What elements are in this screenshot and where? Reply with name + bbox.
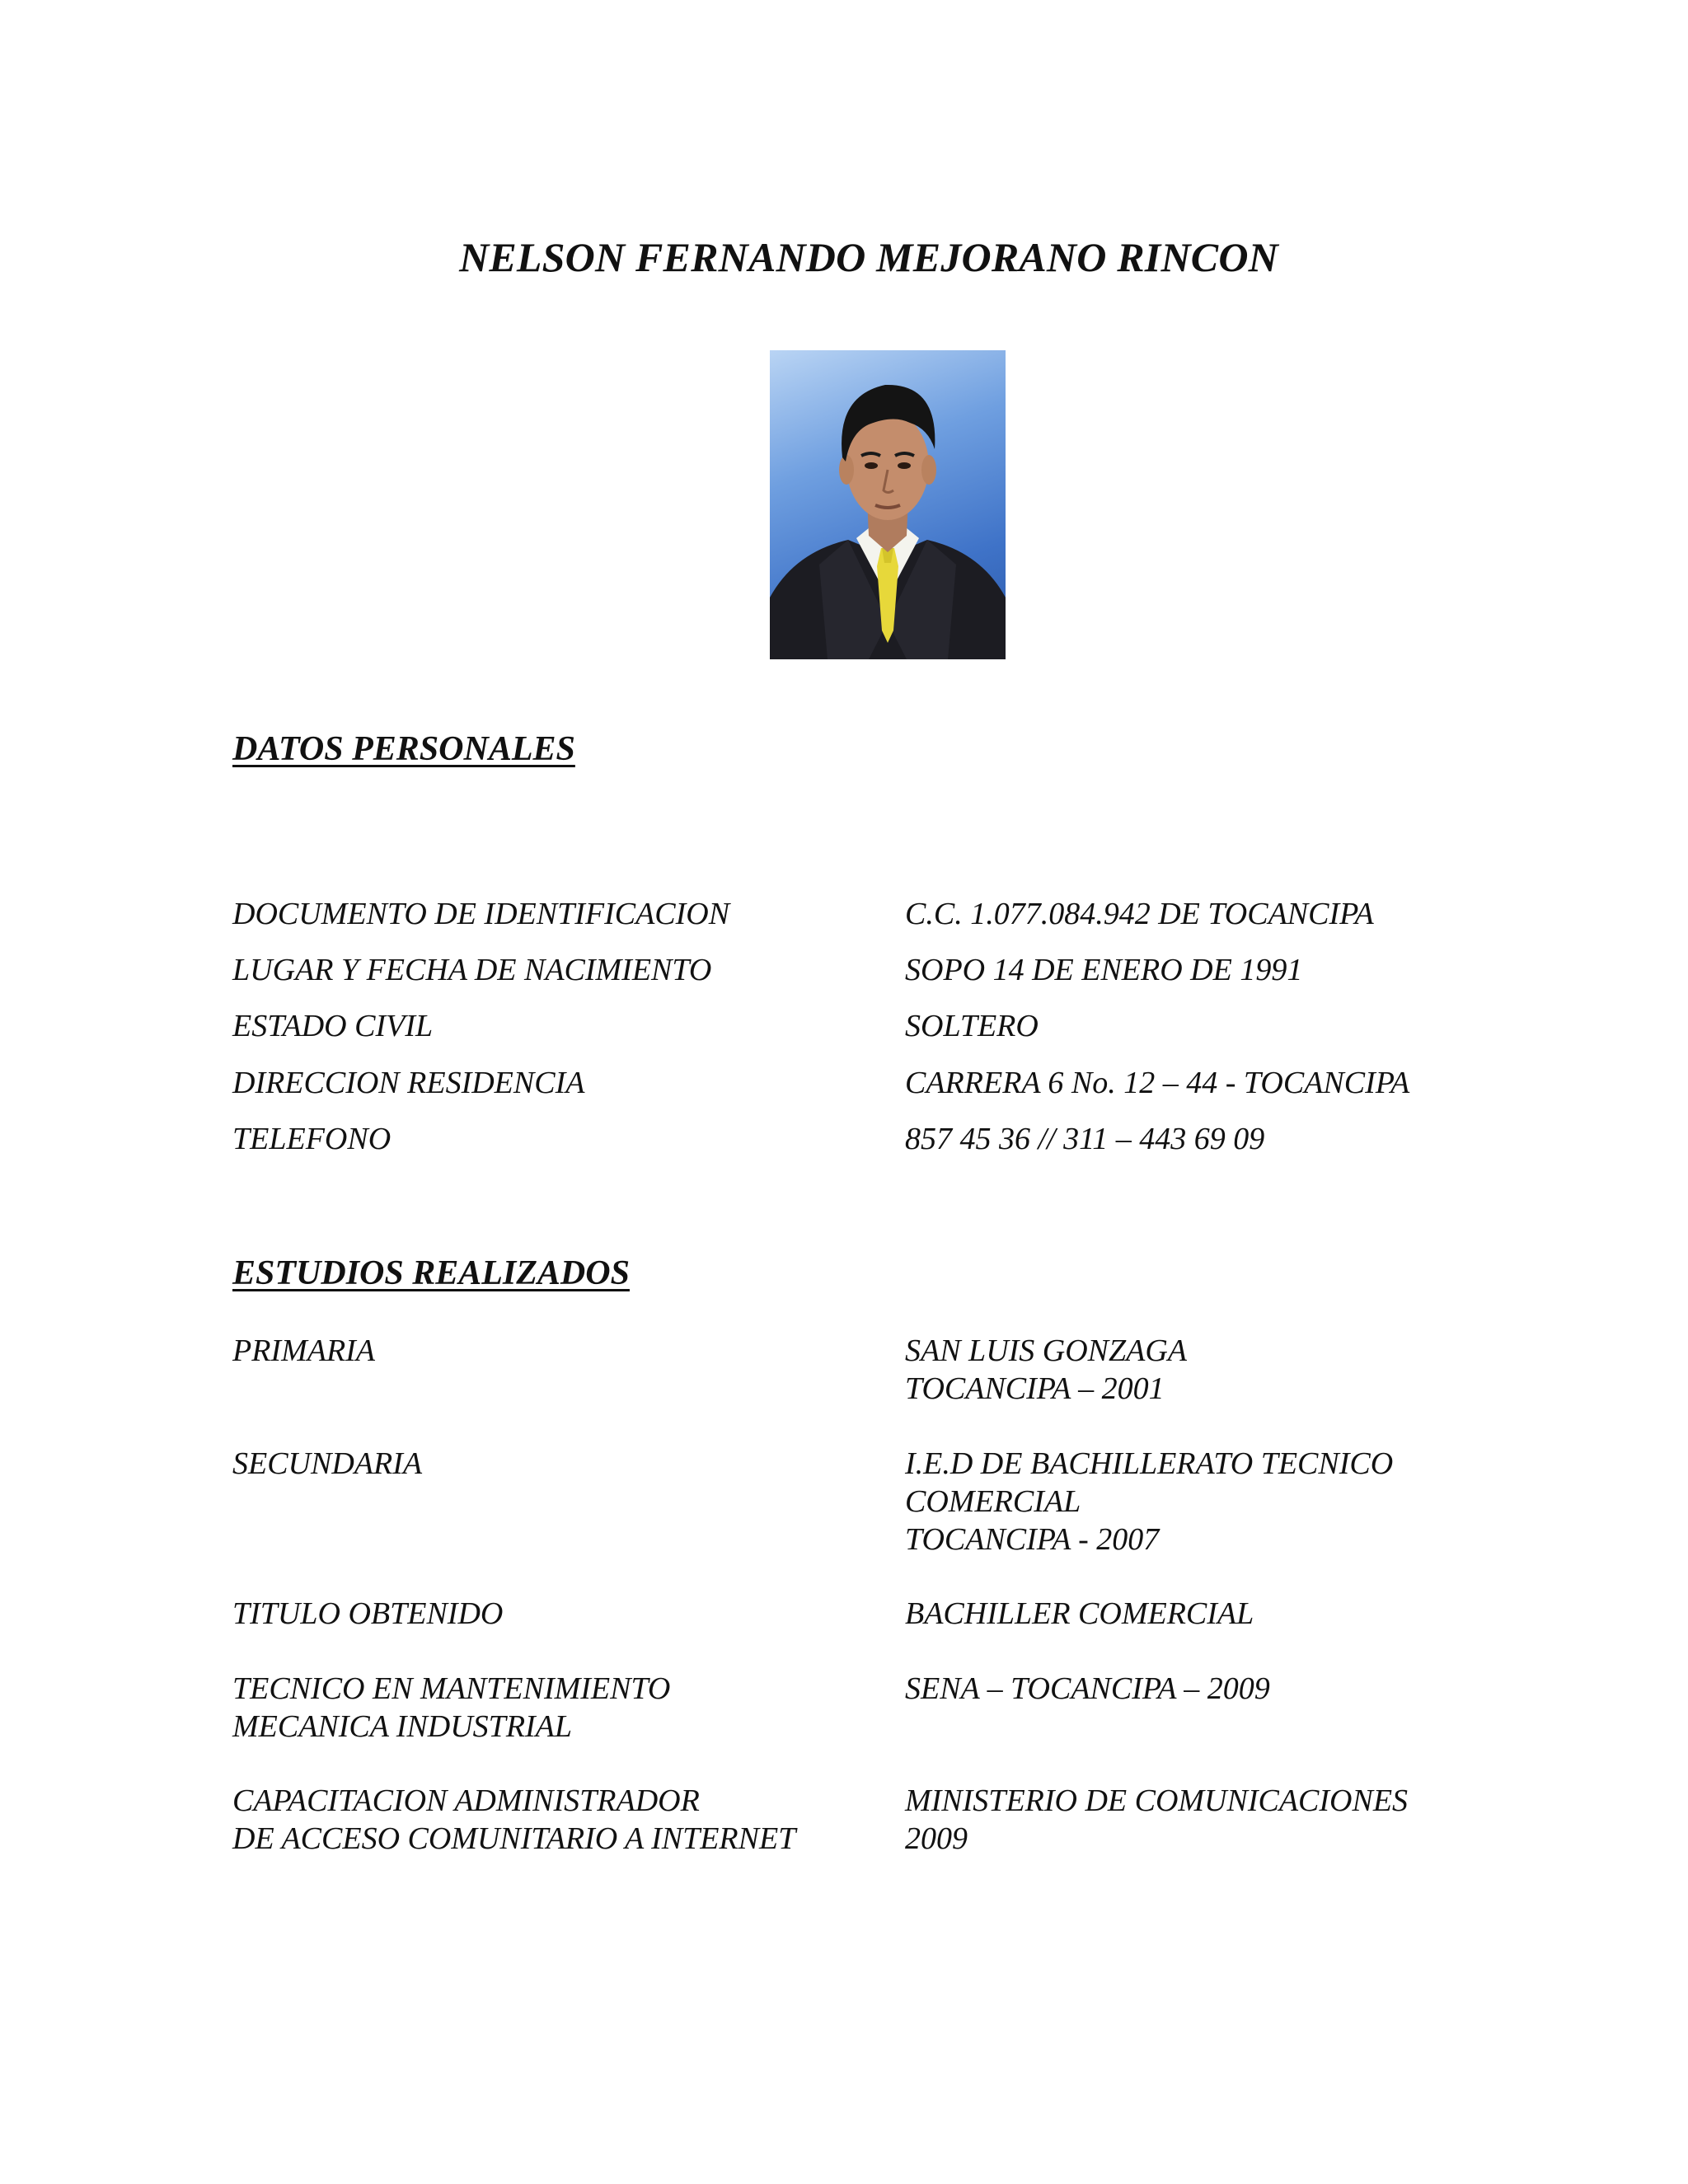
row-value: SOPO 14 DE ENERO DE 1991 [905,953,1303,987]
row-label: CAPACITACION ADMINISTRADOR DE ACCESO COMUNITARIO A INTERNET [232,1783,796,1856]
row-value: 857 45 36 // 311 – 443 69 09 [905,1122,1265,1156]
row-value: MINISTERIO DE COMUNICACIONES 2009 [905,1783,1409,1856]
section-heading-estudios-realizados: ESTUDIOS REALIZADOS [232,1254,630,1292]
row-value: CARRERA 6 No. 12 – 44 - TOCANCIPA [905,1066,1410,1100]
row-label: ESTADO CIVIL [232,1009,434,1043]
section-heading-datos-personales: DATOS PERSONALES [232,730,575,768]
row-value: BACHILLER COMERCIAL [905,1596,1254,1631]
row-label: TECNICO EN MANTENIMIENTO MECANICA INDUSTRIAL [232,1671,671,1744]
portrait-illustration [770,350,1006,659]
row-label: DOCUMENTO DE IDENTIFICACION [232,897,730,931]
row-label: TELEFONO [232,1122,392,1156]
row-value: SOLTERO [905,1009,1039,1043]
row-label: LUGAR Y FECHA DE NACIMIENTO [232,953,712,987]
row-label: TITULO OBTENIDO [232,1596,504,1631]
row-value: C.C. 1.077.084.942 DE TOCANCIPA [905,897,1374,931]
row-value: SAN LUIS GONZAGA TOCANCIPA – 2001 [905,1333,1188,1406]
row-label: SECUNDARIA [232,1446,423,1481]
row-value: I.E.D DE BACHILLERATO TECNICO COMERCIAL TOCANCIPA - 2007 [905,1446,1394,1557]
page-title: NELSON FERNANDO MEJORANO RINCON [459,234,1278,280]
row-label: DIRECCION RESIDENCIA [232,1066,585,1100]
row-label: PRIMARIA [232,1333,376,1368]
portrait-photo [770,350,1006,659]
row-value: SENA – TOCANCIPA – 2009 [905,1671,1270,1706]
